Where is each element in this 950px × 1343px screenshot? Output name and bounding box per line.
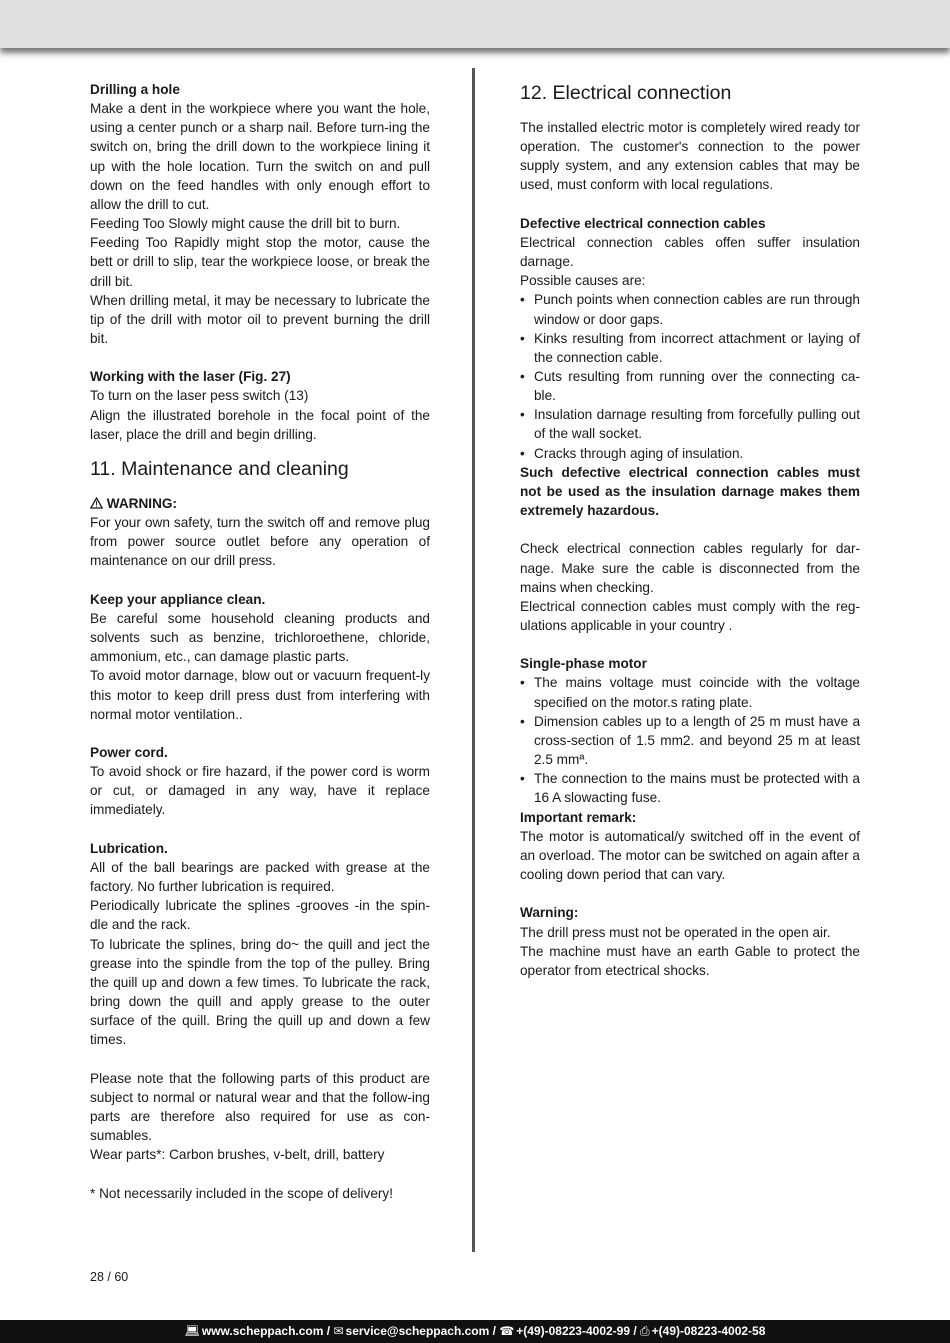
list-item: • The connection to the mains must be protected with a 16 A slowacting fuse. — [520, 769, 860, 807]
warning-text: For your own safety, turn the switch off and remove plug from power source outlet before any operation of maintenance on our drill press. — [90, 515, 430, 569]
phone-number: +(49)-08223-4002-99 — [516, 1324, 631, 1338]
list-item: • Insulation darnage resulting from forcefully pulling out of the wall socket. — [520, 405, 860, 443]
important-remark-text: The motor is automatical/y switched off in the event of an overload. The motor can be switched on again after a cooling down period that can vary. — [520, 828, 860, 883]
warning-title: WARNING: — [90, 494, 430, 513]
drilling-text: Feeding Too Slowly might cause the drill bit to burn. — [90, 216, 401, 232]
warning-text: The machine must have an earth Gable to protect the operator from etectrical shocks. — [520, 943, 860, 978]
drilling-title: Drilling a hole — [90, 82, 180, 97]
laser-title: Working with the laser (Fig. 27) — [90, 369, 291, 385]
laser-text: Align the illustrated borehole in the focal point of the laser, place the drill and begin drilling. — [90, 407, 430, 442]
lubrication-text: To lubricate the splines, bring do~ the quill and ject the grease into the spindle from the top of the pulley. Bring the quill up and down a few times. To lubricate the rack, bring down the quill and apply grease to the outer surface of the quill. Bring the quill up and down a few times. — [90, 936, 430, 1048]
single-phase-title: Single-phase motor — [520, 656, 647, 672]
warning-triangle-icon — [90, 496, 103, 511]
lubrication-text: All of the ball bearings are packed with grease at the factory. No further lubrication is required. — [90, 859, 430, 895]
electrical-heading: 12. Electrical connection — [520, 82, 732, 104]
defective-cables-text: Electrical connection cables offen suffer insulation darnage. — [520, 234, 860, 270]
clean-text: Be careful some household cleaning products and solvents such as benzine, trichloroethene, chloride, ammonium, etc., can damage plastic parts. — [90, 610, 430, 665]
check-cables-text: Check electrical connection cables regularly for dar-nage. Make sure the cable is disconnected from the mains when checking. — [520, 541, 860, 595]
email-link[interactable]: service@scheppach.com — [345, 1324, 490, 1338]
laser-text: To turn on the laser pess switch (13) — [90, 388, 309, 404]
website-link[interactable]: www.scheppach.com — [201, 1324, 324, 1338]
list-item: • Dimension cables up to a length of 25 m must have a cross-section of 1.5 mm2. and beyond 25 m at least 2.5 mmª. — [520, 712, 860, 769]
defective-cables-text: Possible causes are: — [520, 273, 646, 289]
defective-cables-title: Defective electrical connection cables — [520, 215, 766, 231]
fax-icon: ⎙ — [640, 1324, 650, 1338]
causes-list — [520, 290, 860, 462]
list-item: • Kinks resulting from incorrect attachment or laying of the connection cable. — [520, 329, 860, 367]
list-item: • Cracks through aging of insulation. — [520, 444, 860, 463]
wear-parts-list: Wear parts*: Carbon brushes, v-belt, drill, battery — [90, 1147, 385, 1163]
list-item: • The mains voltage must coincide with the voltage specified on the motor.s rating plate. — [520, 673, 860, 711]
power-cord-title: Power cord. — [90, 744, 168, 760]
list-item: • Punch points when connection cables are run through window or door gaps. — [520, 290, 860, 328]
computer-icon: 💻︎ — [184, 1324, 200, 1338]
lubrication-title: Lubrication. — [90, 840, 168, 856]
clean-text: To avoid motor darnage, blow out or vacuurn frequent-ly this motor to keep drill press dust from interfering with normal motor ventilation.. — [90, 668, 430, 722]
single-phase-list — [520, 673, 860, 807]
lubrication-text: Periodically lubricate the splines -grooves -in the spin-dle and the rack. — [90, 898, 430, 933]
footnote: * Not necessarily included in the scope of delivery! — [90, 1185, 393, 1201]
warning-title: Warning: — [520, 905, 579, 921]
list-item: • Cuts resulting from running over the connecting ca-ble. — [520, 367, 860, 405]
power-cord-text: To avoid shock or fire hazard, if the power cord is worm or cut, or damaged in any way, have it replace immediately. — [90, 764, 430, 818]
right-column — [520, 80, 860, 980]
warning-text: The drill press must not be operated in the open air. — [520, 924, 831, 940]
electrical-text: The installed electric motor is completely wired ready tor operation. The customer's connection to the power supply system, and any extension cables that may be used, must conform with local regulations. — [520, 120, 860, 193]
mail-icon: ✉ — [333, 1324, 344, 1338]
drilling-text: When drilling metal, it may be necessary to lubricate the tip of the drill with motor oil to prevent burning the drill bit. — [90, 292, 430, 347]
check-cables-text: Electrical connection cables must comply with the reg-ulations applicable in your country . — [520, 598, 860, 634]
footer-bar: 💻︎ www.scheppach.com / ✉ service@scheppach.com / ☎ +(49)-08223-4002-99 / ⎙ +(49)-08223-4002-58 — [0, 1320, 950, 1343]
left-column — [90, 80, 430, 1203]
page-number: 28 / 60 — [90, 1270, 129, 1284]
header-band — [0, 0, 950, 48]
wear-parts-text: Please note that the following parts of this product are subject to normal or natural wear and that the follow-ing parts are therefore also required for use as con-sumables. — [90, 1070, 430, 1144]
drilling-text: Feeding Too Rapidly might stop the motor, cause the bett or drill to slip, tear the workpiece loose, or break the drill bit. — [90, 235, 430, 289]
important-remark-title: Important remark: — [520, 809, 637, 825]
telephone-icon: ☎ — [499, 1324, 515, 1338]
defective-cables-warning: Such defective electrical connection cables must not be used as the insulation darnage makes them extremely hazardous. — [520, 464, 860, 519]
column-divider — [472, 68, 475, 1252]
fax-number: +(49)-08223-4002-58 — [651, 1324, 766, 1338]
clean-title: Keep your appliance clean. — [90, 591, 266, 607]
maintenance-heading: 11. Maintenance and cleaning — [90, 457, 349, 480]
drilling-text: Make a dent in the workpiece where you want the hole, using a center punch or a sharp nail. Before turn-ing the switch on, bring the drill down to the workpiece lining it up with the hole location. Turn the switch on and pull down on the feed handles with only enough effort to allow the drill to cut. — [90, 101, 430, 212]
